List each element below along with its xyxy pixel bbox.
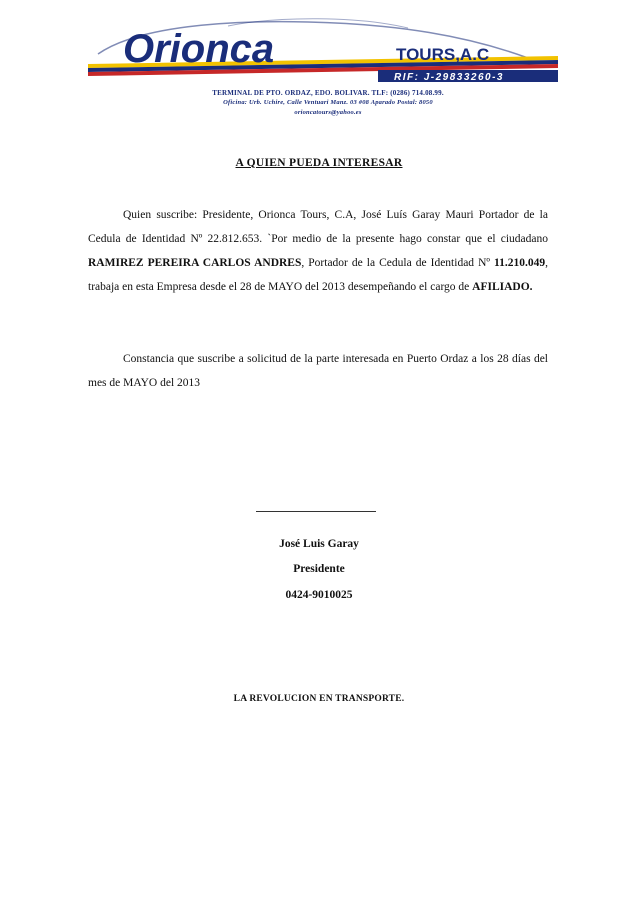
email: orioncatours@yahoo.es: [294, 109, 362, 116]
brand-name: Orionca: [123, 27, 275, 71]
signature-line: [256, 511, 376, 512]
employee-role: AFILIADO.: [472, 281, 533, 293]
body-paragraph-1: Quien suscribe: Presidente, Orionca Tours, C.A, José Luís Garay Mauri Portador de la Cedula de Identidad Nº 22.812.653. `Por medio de la presente hago constar que el ciudadano RAMIREZ PEREIRA CARLOS ANDRES, Portador de la Cedula de Identidad Nº 11.210.049, trabaja en esta Empresa desde el 28 de MAYO del 2013 desempeñando el cargo de AFILIADO.: [88, 209, 548, 293]
letterhead: [78, 14, 568, 124]
body-paragraph-2: Constancia que suscribe a solicitud de la parte interesada en Puerto Ordaz a los 28 días del mes de MAYO del 2013: [88, 353, 548, 389]
motto: LA REVOLUCION EN TRANSPORTE.: [233, 694, 405, 704]
address-line-1: TERMINAL DE PTO. ORDAZ, EDO. BOLIVAR. TLF: (0286) 714.08.99.: [212, 89, 444, 97]
signer-name: José Luis Garay: [279, 538, 359, 550]
brand-suffix: TOURS,A.C: [396, 45, 490, 64]
address-line-2: Oficina: Urb. Uchire, Calle Ventuari Manz. 03 #08 Aparado Postal: 8050: [223, 99, 433, 106]
letter-heading: A QUIEN PUEDA INTERESAR: [235, 157, 403, 169]
employee-id: 11.210.049: [493, 257, 546, 269]
orionca-logo-icon: [78, 14, 568, 86]
rif-number: RIF: J-29833260-3: [394, 72, 504, 83]
signer-title: Presidente: [293, 563, 345, 575]
employee-name: RAMIREZ PEREIRA CARLOS ANDRES: [88, 257, 302, 269]
signer-phone: 0424-9010025: [285, 589, 353, 601]
